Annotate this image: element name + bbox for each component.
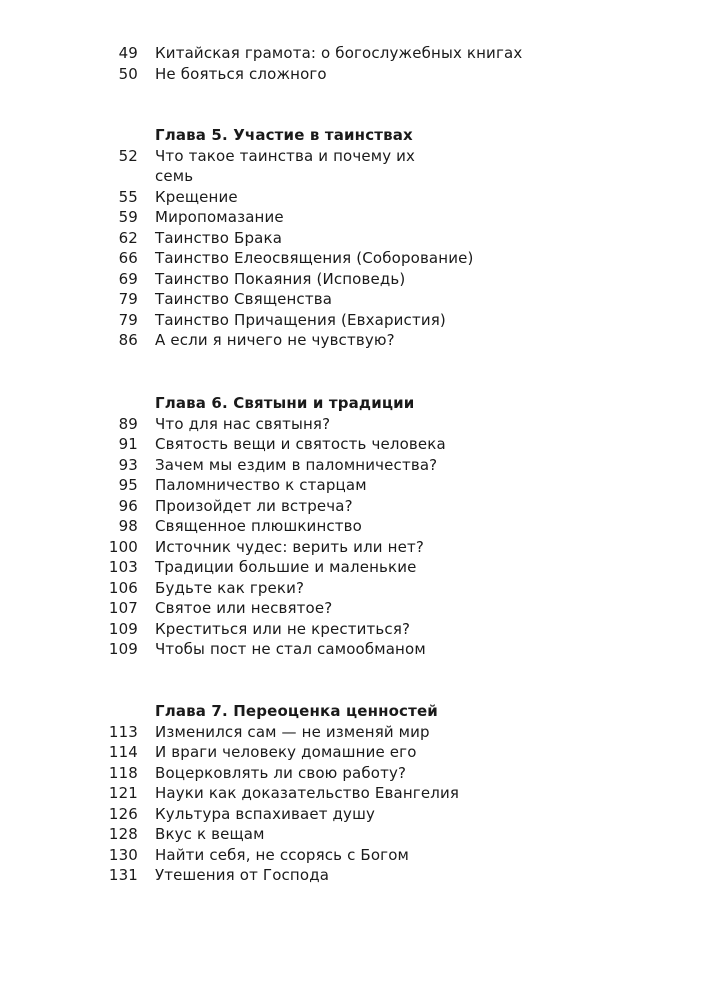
toc-entry xyxy=(0,43,708,64)
chapter-heading-text: Глава 6. Святыни и традиции xyxy=(155,394,415,412)
toc-entry-page: 59 xyxy=(118,208,138,226)
toc-entry-page: 128 xyxy=(108,825,138,843)
toc-entry-title: Утешения от Господа xyxy=(155,866,330,884)
chapter-heading-text: Глава 5. Участие в таинствах xyxy=(155,126,413,144)
toc-entry xyxy=(0,824,708,845)
toc-entry xyxy=(0,187,708,208)
toc-entry-title: Науки как доказательство Евангелия xyxy=(155,784,460,802)
toc-entry-page: 100 xyxy=(108,537,138,556)
toc-entry-page: 96 xyxy=(118,496,138,515)
toc-entry xyxy=(0,228,708,249)
toc-entry-page: 107 xyxy=(108,599,138,617)
toc-entry xyxy=(0,269,708,290)
toc-entry-page: 86 xyxy=(118,331,138,349)
toc-entry-title: Святость вещи и святость человека xyxy=(155,435,446,453)
toc-entry xyxy=(0,639,708,660)
toc-entry-title: Таинство Священства xyxy=(155,290,333,308)
toc-entry-page: 121 xyxy=(108,784,138,802)
toc-entry-page: 52 xyxy=(118,146,138,165)
toc-entry-page: 131 xyxy=(108,866,138,884)
toc-entry-page: 79 xyxy=(118,290,138,308)
toc-entry xyxy=(0,330,708,351)
toc-entry-title: Китайская грамота: о богослужебных книгах xyxy=(155,44,523,62)
toc-entry xyxy=(0,310,708,331)
toc-entry-page: 50 xyxy=(118,64,138,83)
toc-entry-title: Священное плюшкинство xyxy=(155,517,362,535)
toc-entry-title: Таинство Брака xyxy=(155,228,283,247)
chapter-heading-text: Глава 7. Переоценка ценностей xyxy=(155,702,438,720)
toc-entry-title: А если я ничего не чувствую? xyxy=(155,331,395,349)
toc-entry-title: И враги человеку домашние его xyxy=(155,743,417,761)
toc-entry-page: 126 xyxy=(108,804,138,823)
toc-entry-title: Изменился сам — не изменяй мир xyxy=(155,722,430,741)
toc-entry-page: 103 xyxy=(108,558,138,576)
toc-entry-title: Традиции большие и маленькие xyxy=(155,558,417,576)
chapter-5-section xyxy=(0,125,708,351)
chapter-7-section xyxy=(0,701,708,886)
toc-entry-title: Что для нас святыня? xyxy=(155,414,331,433)
chapter-heading xyxy=(0,393,708,414)
toc-entry-title: Таинство Покаяния (Исповедь) xyxy=(155,269,406,288)
toc-entry xyxy=(0,64,708,85)
toc-entry-title: Будьте как греки? xyxy=(155,578,305,597)
toc-entry-page: 93 xyxy=(118,455,138,474)
toc-entry-title: Что такое таинства и почему их семь xyxy=(155,146,416,185)
chapter-heading xyxy=(0,125,708,146)
toc-entry xyxy=(0,742,708,763)
toc-entry-page: 109 xyxy=(108,640,138,658)
toc-entry xyxy=(0,207,708,228)
toc-entry xyxy=(0,804,708,825)
toc-entry xyxy=(0,475,708,496)
toc-entry xyxy=(0,434,708,455)
toc-entry-title: Источник чудес: верить или нет? xyxy=(155,537,424,556)
toc-entry-page: 91 xyxy=(118,435,138,453)
toc-entry-title: Культура вспахивает душу xyxy=(155,804,375,823)
toc-entry-title: Найти себя, не ссорясь с Богом xyxy=(155,845,409,864)
toc-entry-title: Святое или несвятое? xyxy=(155,599,333,617)
toc-entry-page: 95 xyxy=(118,476,138,494)
toc-continuation xyxy=(0,43,708,84)
toc-entry xyxy=(0,783,708,804)
toc-entry xyxy=(0,496,708,517)
toc-entry xyxy=(0,146,708,187)
toc-entry-title: Миропомазание xyxy=(155,208,284,226)
toc-entry xyxy=(0,516,708,537)
toc-entry-title: Креститься или не креститься? xyxy=(155,619,411,638)
toc-entry xyxy=(0,722,708,743)
toc-entry-page: 79 xyxy=(118,310,138,329)
toc-entry xyxy=(0,289,708,310)
toc-entry-page: 55 xyxy=(118,187,138,206)
toc-entry-page: 109 xyxy=(108,619,138,638)
toc-entry xyxy=(0,557,708,578)
toc-entry xyxy=(0,865,708,886)
toc-entry xyxy=(0,619,708,640)
toc-entry xyxy=(0,578,708,599)
toc-entry-title: Воцерковлять ли свою работу? xyxy=(155,763,407,782)
toc-entry-page: 118 xyxy=(108,763,138,782)
toc-entry-title: Вкус к вещам xyxy=(155,825,265,843)
toc-entry-title: Чтобы пост не стал самообманом xyxy=(155,640,426,658)
toc-entry-page: 113 xyxy=(108,722,138,741)
chapter-heading xyxy=(0,701,708,722)
toc-entry xyxy=(0,537,708,558)
toc-entry-title: Произойдет ли встреча? xyxy=(155,496,353,515)
toc-entry-page: 98 xyxy=(118,517,138,535)
toc-entry-page: 106 xyxy=(108,578,138,597)
toc-entry xyxy=(0,845,708,866)
toc-entry-title: Таинство Причащения (Евхаристия) xyxy=(155,310,446,329)
toc-entry-page: 130 xyxy=(108,845,138,864)
toc-entry xyxy=(0,455,708,476)
toc-entry-page: 89 xyxy=(118,414,138,433)
toc-entry-page: 66 xyxy=(118,249,138,267)
toc-entry-title: Таинство Елеосвящения (Соборование) xyxy=(155,249,474,267)
toc-entry-title: Крещение xyxy=(155,187,238,206)
toc-entry xyxy=(0,414,708,435)
toc-entry-page: 49 xyxy=(118,44,138,62)
toc-entry-title: Не бояться сложного xyxy=(155,64,327,83)
toc-entry-page: 69 xyxy=(118,269,138,288)
toc-entry-page: 114 xyxy=(108,743,138,761)
toc-entry xyxy=(0,248,708,269)
chapter-6-section xyxy=(0,393,708,660)
toc-entry-title: Зачем мы ездим в паломничества? xyxy=(155,455,438,474)
toc-entry-page: 62 xyxy=(118,228,138,247)
toc-entry-title: Паломничество к старцам xyxy=(155,476,367,494)
toc-entry xyxy=(0,598,708,619)
toc-entry xyxy=(0,763,708,784)
